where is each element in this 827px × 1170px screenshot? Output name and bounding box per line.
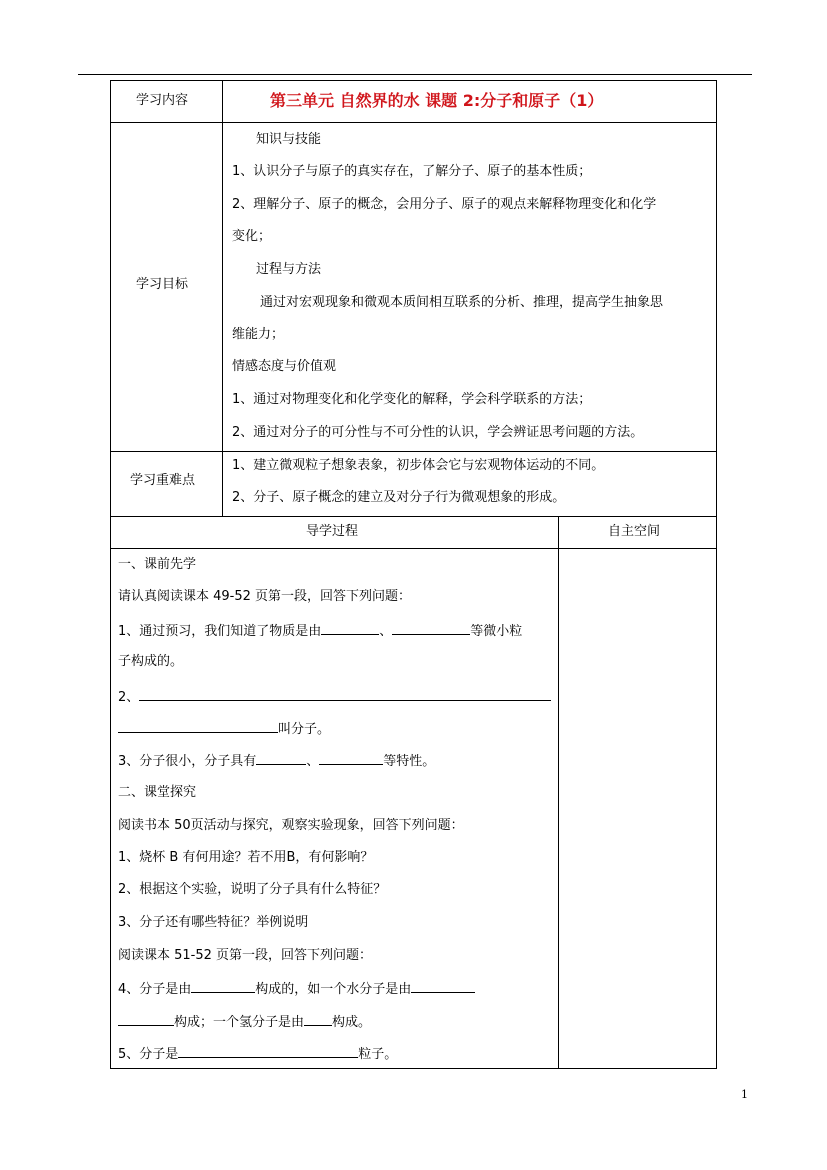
question-p1: 1、烧杯 B 有何用途？若不用B，有何影响？ — [118, 850, 374, 865]
goal-line: 变化； — [232, 229, 272, 244]
keypoint-line: 2、分子、原子概念的建立及对分子行为微观想象的形成。 — [232, 490, 566, 505]
answer-blank[interactable] — [178, 1045, 358, 1058]
process-col-header: 导学过程 — [306, 524, 359, 539]
question-5: 5、分子是 粒子。 — [118, 1047, 398, 1062]
answer-blank[interactable] — [191, 980, 255, 993]
answer-blank[interactable] — [118, 1013, 174, 1026]
page-number: 1 — [741, 1088, 748, 1101]
answer-blank[interactable] — [319, 752, 383, 765]
section-heading: 一、课前先学 — [118, 557, 197, 572]
answer-blank[interactable] — [392, 622, 470, 635]
question-2: 2、 — [118, 688, 551, 706]
instruction-line: 阅读课本 51-52 页第一段，回答下列问题： — [118, 948, 373, 963]
header-rule — [78, 74, 752, 75]
goal-line: 2、理解分子、原子的概念，会用分子、原子的观点来解释物理变化和化学 — [232, 197, 657, 212]
answer-blank[interactable] — [139, 688, 551, 701]
question-3: 3、分子很小，分子具有 、 等特性。 — [118, 754, 436, 769]
goal-line: 1、认识分子与原子的真实存在，了解分子、原子的基本性质； — [232, 164, 592, 179]
goal-line: 情感态度与价值观 — [232, 359, 337, 374]
keypoints-label: 学习重难点 — [130, 473, 196, 488]
question-p2: 2、根据这个实验，说明了分子具有什么特征？ — [118, 882, 387, 897]
instruction-line: 请认真阅读课本 49-52 页第一段，回答下列问题： — [118, 589, 412, 604]
answer-blank[interactable] — [304, 1013, 332, 1026]
section-heading: 二、课堂探究 — [118, 785, 197, 800]
goals-label: 学习目标 — [136, 277, 189, 292]
goal-line: 知识与技能 — [256, 132, 322, 147]
notes-col-header: 自主空间 — [608, 524, 661, 539]
question-4: 4、分子是由 构成的，如一个水分子是由 — [118, 980, 475, 998]
goal-line: 2、通过对分子的可分性与不可分性的认识，学会辨证思考问题的方法。 — [232, 425, 644, 440]
answer-blank[interactable] — [411, 980, 475, 993]
keypoint-line: 1、建立微观粒子想象表象，初步体会它与宏观物体运动的不同。 — [232, 458, 605, 473]
goal-line: 维能力； — [232, 327, 285, 342]
question-1-cont: 子构成的。 — [118, 654, 184, 669]
answer-blank[interactable] — [321, 622, 379, 635]
content-label: 学习内容 — [136, 93, 189, 108]
question-4-cont: 构成；一个氢分子是由 构成。 — [118, 1013, 371, 1031]
question-1: 1、通过预习，我们知道了物质是由 、 等微小粒 — [118, 624, 523, 639]
answer-blank[interactable] — [118, 720, 278, 733]
question-2-cont: 叫分子。 — [118, 720, 330, 738]
goal-line: 过程与方法 — [256, 262, 322, 277]
page-title: 第三单元 自然界的水 课题 2:分子和原子（1） — [270, 91, 604, 110]
instruction-line: 阅读书本 50页活动与探究，观察实验现象，回答下列问题： — [118, 818, 464, 833]
question-p3: 3、分子还有哪些特征？举例说明 — [118, 915, 309, 930]
goal-line: 通过对宏观现象和微观本质间相互联系的分析、推理，提高学生抽象思 — [260, 295, 664, 310]
answer-blank[interactable] — [256, 752, 306, 765]
goal-line: 1、通过对物理变化和化学变化的解释，学会科学联系的方法； — [232, 392, 592, 407]
